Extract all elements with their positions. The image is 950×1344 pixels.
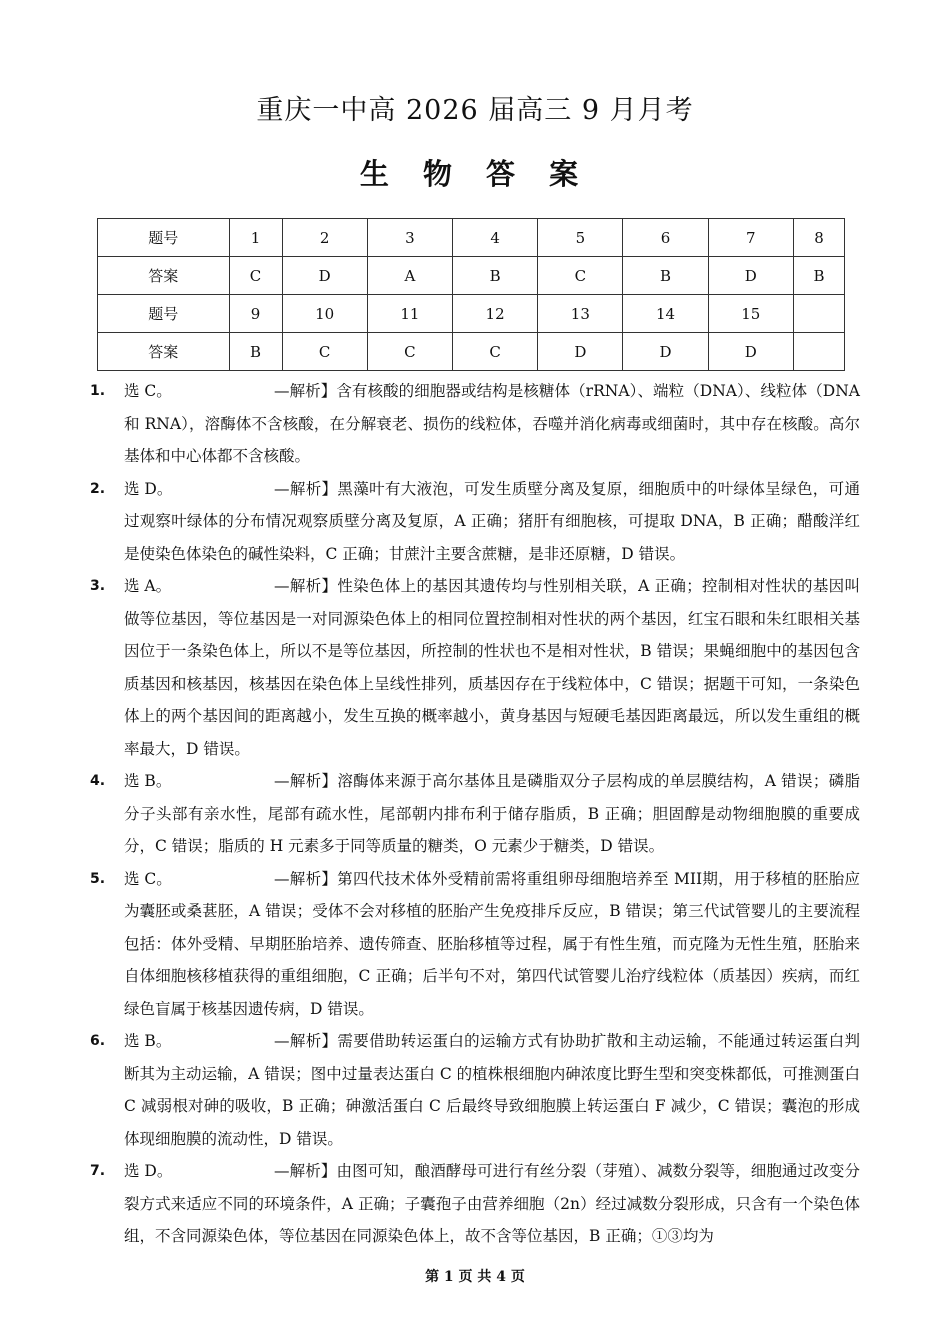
answer-table-cell: 6 [623, 219, 708, 257]
answer-table-cell: D [708, 333, 793, 371]
item-number: 6. [90, 1033, 106, 1049]
answer-table-cell: 12 [452, 295, 537, 333]
item-number: 5. [90, 870, 106, 887]
answer-table-cell: D [623, 333, 708, 371]
answer-table-cell: D [708, 257, 793, 295]
answer-table-cell: 8 [793, 219, 844, 257]
explanation-item [90, 570, 860, 765]
item-text: —解析】性染色体上的基因其遗传均与性别相关联，A 正确；控制相对性状的基因叫做等位基因，等位基因是一对同源染色体上的相同位置控制相对性状的两个基因，红宝石眼和朱红眼相关基因位于一条染色体上，所以不是等位基因，所控制的性状也不是相对性状，B 错误；果蝇细胞中的基因包含质基因和核基因，核基因在染色体上呈线性排列，质基因存在于线粒体中，C 错误；据题干可知，一条染色体上的两个基因间的距离越小，发生互换的概率越小，黄身基因与短硬毛基因距离最远，所以发生重组的概率最大，D 错误。 [124, 577, 860, 758]
answer-table-cell: B [452, 257, 537, 295]
explanation-item [90, 375, 860, 473]
item-choice: 选 D。 [124, 1162, 173, 1180]
item-number: 4. [90, 773, 106, 789]
answer-table-row [98, 219, 845, 257]
explanation-item [90, 1025, 860, 1155]
answer-table-cell: D [282, 257, 367, 295]
item-choice: 选 C。 [124, 869, 172, 888]
item-choice: 选 B。 [124, 772, 172, 790]
answer-table-row [98, 295, 845, 333]
answer-table-cell: 10 [282, 295, 367, 333]
item-choice: 选 A。 [124, 577, 172, 595]
answer-table-cell: B [793, 257, 844, 295]
answer-table-header-cell: 题号 [98, 219, 230, 257]
answer-table-cell: C [282, 333, 367, 371]
item-text: —解析】需要借助转运蛋白的运输方式有协助扩散和主动运输，不能通过转运蛋白判断其为主动运输，A 错误；图中过量表达蛋白 C 的植株根细胞内砷浓度比野生型和突变株都低，可推测蛋白 C 减弱根对砷的吸收，B 正确；砷激活蛋白 C 后最终导致细胞膜上转运蛋白 F 减少，C 错误；囊泡的形成体现细胞膜的流动性，D 错误。 [124, 1032, 860, 1148]
answer-table-cell: B [229, 333, 282, 371]
page-subtitle: 生 物 答 案 [359, 157, 591, 191]
item-number: 2. [90, 480, 106, 497]
answer-table-cell: 7 [708, 219, 793, 257]
explanation-list [90, 375, 860, 1253]
item-text: —解析】由图可知，酿酒酵母可进行有丝分裂（芽殖）、减数分裂等，细胞通过改变分裂方式来适应不同的环境条件，A 正确；子囊孢子由营养细胞（2n）经过减数分裂形成，只含有一个染色体组，不含同源染色体，等位基因在同源染色体上，故不含等位基因，B 正确；①③均为 [124, 1162, 860, 1245]
answer-table-cell: C [229, 257, 282, 295]
answer-table [97, 218, 845, 371]
answer-table-cell: 5 [538, 219, 623, 257]
answer-table-cell [793, 295, 844, 333]
answer-table-cell: A [367, 257, 452, 295]
explanation-item [90, 1155, 860, 1253]
page-number: 第 1 页 共 4 页 [425, 1269, 525, 1285]
page-title: 重庆一中高 2026 届高三 9 月月考 [256, 95, 694, 126]
item-text: —解析】第四代技术体外受精前需将重组卵母细胞培养至 MII期，用于移植的胚胎应为囊胚或桑葚胚，A 错误；受体不会对移植的胚胎产生免疫排斥反应，B 错误；第三代试管婴儿的主要流程包括：体外受精、早期胚胎培养、遗传筛查、胚胎移植等过程，属于有性生殖，而克隆为无性生殖，胚胎来自体细胞核移植获得的重组细胞，C 正确；后半句不对，第四代试管婴儿治疗线粒体（质基因）疾病，而红绿色盲属于核基因遗传病，D 错误。 [124, 869, 860, 1018]
item-number: 3. [90, 578, 106, 594]
answer-table-cell: 15 [708, 295, 793, 333]
answer-table-cell: 13 [538, 295, 623, 333]
answer-table-header-cell: 答案 [98, 257, 230, 295]
answer-table-header-cell: 题号 [98, 295, 230, 333]
answer-table-row [98, 257, 845, 295]
answer-table-row [98, 333, 845, 371]
item-choice: 选 D。 [124, 479, 173, 498]
item-text: —解析】溶酶体来源于高尔基体且是磷脂双分子层构成的单层膜结构，A 错误；磷脂分子头部有亲水性，尾部有疏水性，尾部朝内排布利于储存脂质，B 正确；胆固醇是动物细胞膜的重要成分，C 错误；脂质的 H 元素多于同等质量的糖类，O 元素少于糖类，D 错误。 [124, 772, 860, 855]
answer-table-cell: 2 [282, 219, 367, 257]
explanation-item [90, 863, 860, 1026]
answer-table-cell: 14 [623, 295, 708, 333]
answer-table-cell: C [367, 333, 452, 371]
item-number: 7. [90, 1163, 106, 1179]
answer-table-cell: C [538, 257, 623, 295]
item-text: —解析】含有核酸的细胞器或结构是核糖体（rRNA）、端粒（DNA）、线粒体（DNA 和 RNA），溶酶体不含核酸，在分解衰老、损伤的线粒体，吞噬并消化病毒或细菌时，其中存在核酸。高尔基体和中心体都不含核酸。 [124, 382, 860, 465]
answer-table-cell: 3 [367, 219, 452, 257]
answer-table-cell: 9 [229, 295, 282, 333]
explanation-item [90, 765, 860, 863]
item-number: 1. [90, 383, 106, 399]
answer-table-cell: C [452, 333, 537, 371]
answer-table-cell [793, 333, 844, 371]
answer-table-cell: 11 [367, 295, 452, 333]
explanation-item [90, 473, 860, 571]
answer-table-cell: D [538, 333, 623, 371]
answer-table-header-cell: 答案 [98, 333, 230, 371]
answer-table-cell: B [623, 257, 708, 295]
item-text: —解析】黑藻叶有大液泡，可发生质壁分离及复原，细胞质中的叶绿体呈绿色，可通过观察叶绿体的分布情况观察质壁分离及复原，A 正确；猪肝有细胞核，可提取 DNA，B 正确；醋酸洋红是使染色体染色的碱性染料，C 正确；甘蔗汁主要含蔗糖，是非还原糖，D 错误。 [124, 479, 860, 563]
answer-table-cell: 4 [452, 219, 537, 257]
item-choice: 选 B。 [124, 1032, 172, 1050]
item-choice: 选 C。 [124, 382, 172, 400]
answer-table-cell: 1 [229, 219, 282, 257]
